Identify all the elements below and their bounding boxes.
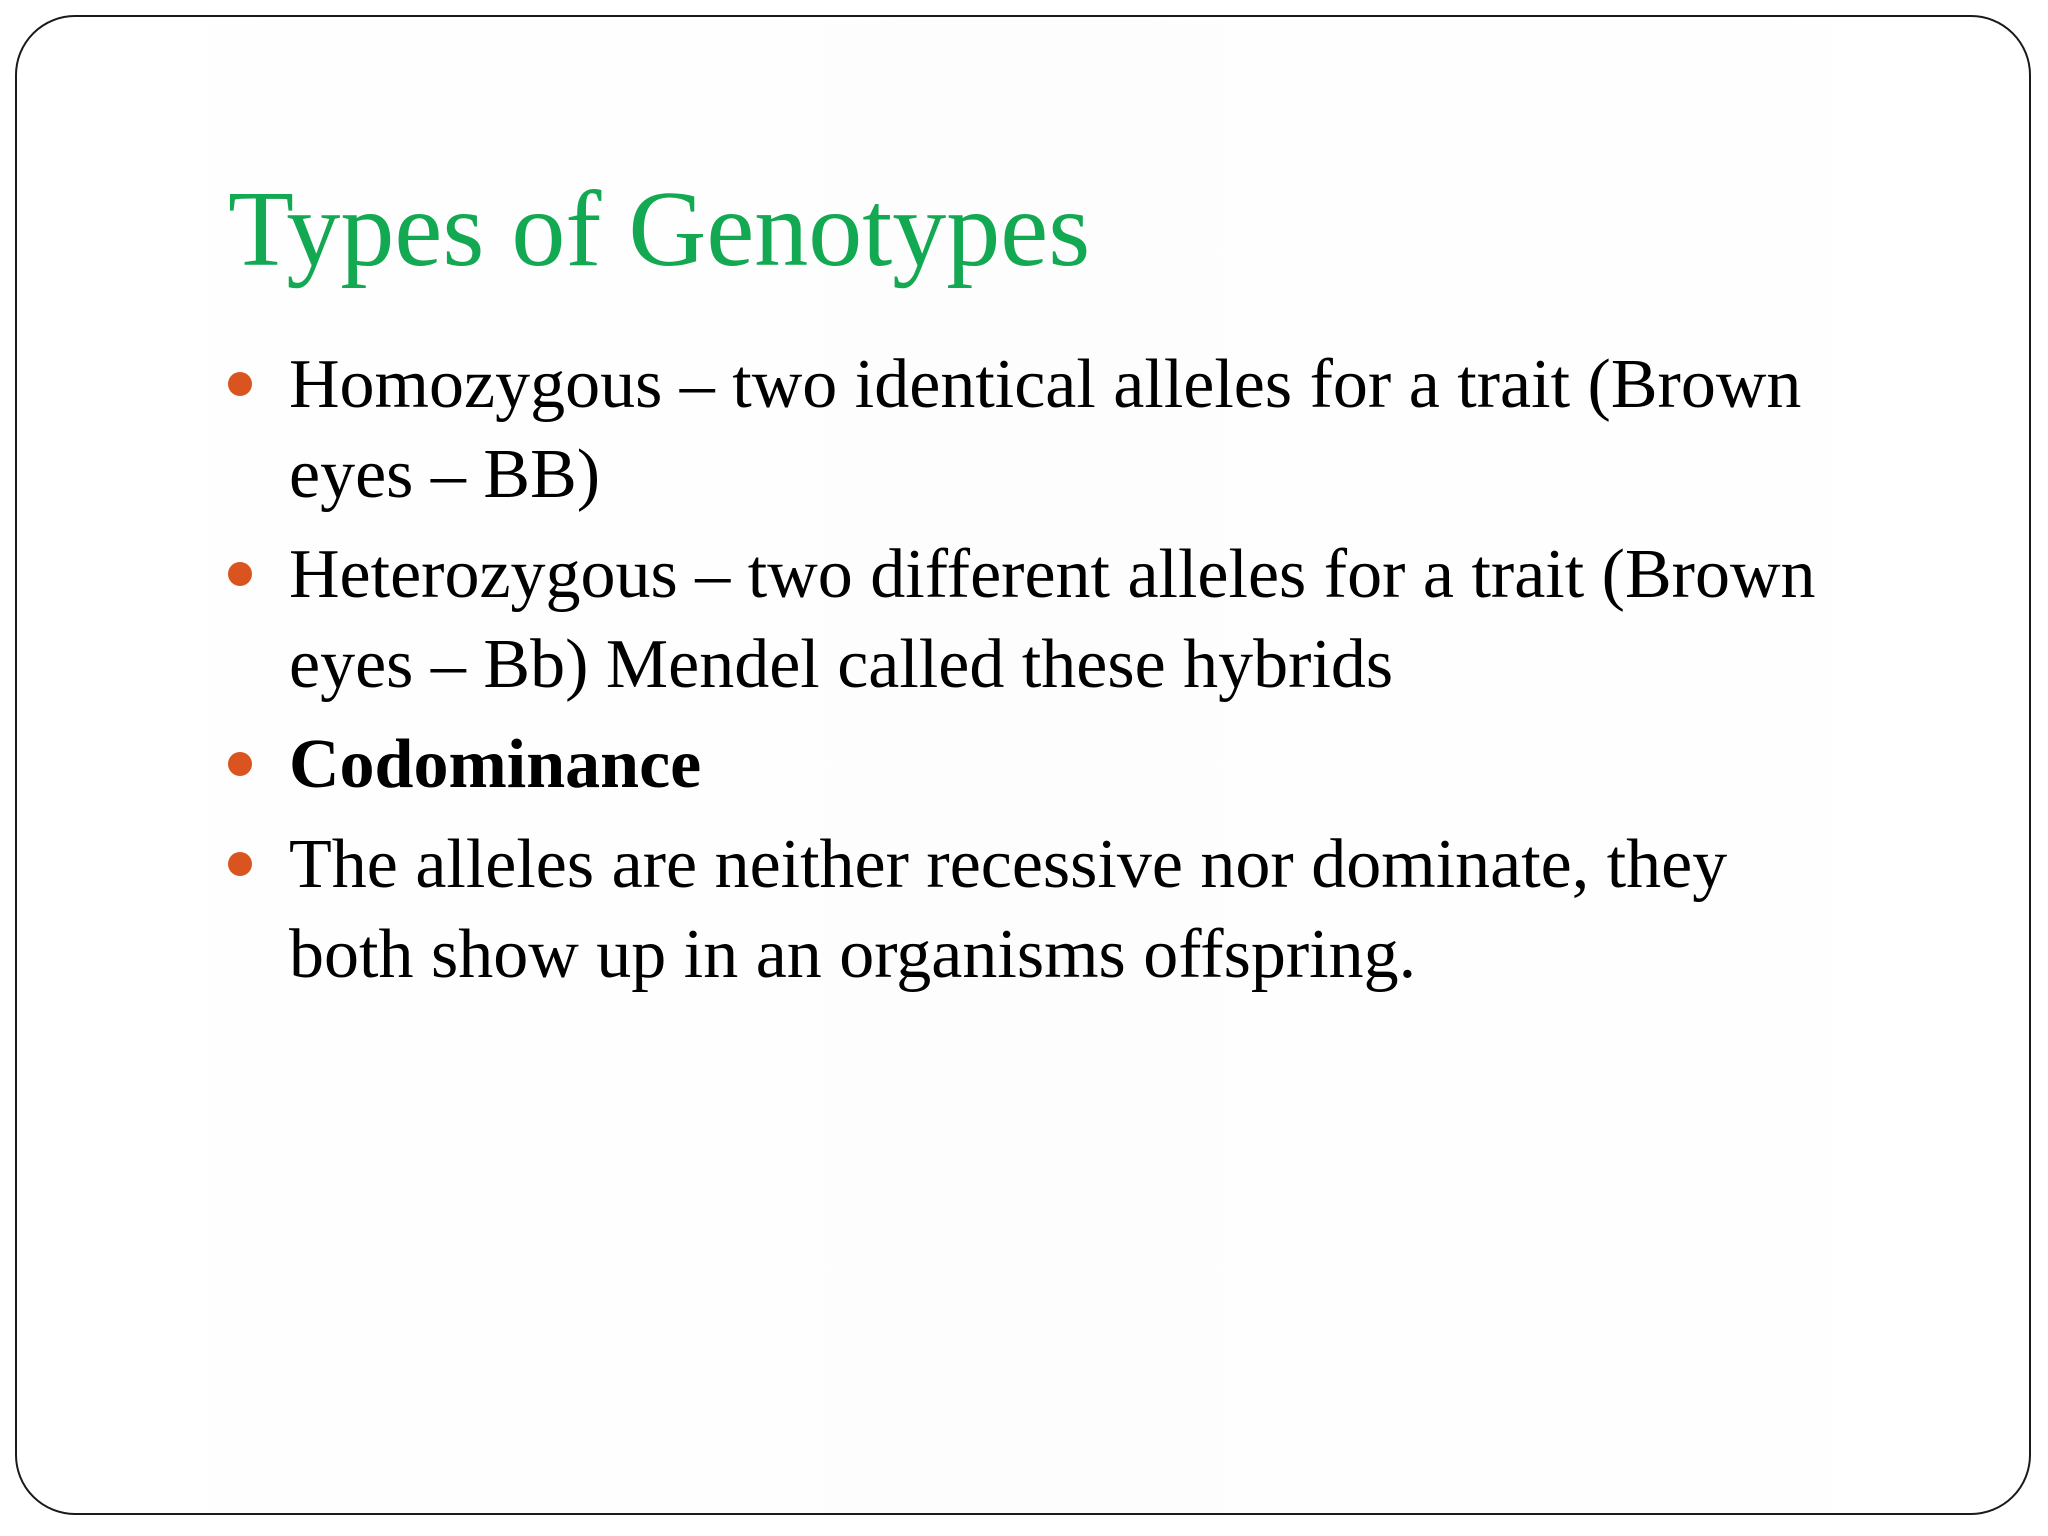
bullet-dot-icon	[228, 372, 252, 396]
bullet-text-line: eyes – BB)	[289, 436, 601, 513]
bullet-text-line: Heterozygous – two different alleles for a trait (Brown	[289, 536, 1816, 613]
bullet-codominance-description	[228, 820, 1948, 1000]
slide-title: Types of Genotypes	[228, 170, 1091, 289]
bullet-heading: Codominance	[289, 726, 702, 803]
bullet-dot-icon	[228, 562, 252, 586]
bullet-list	[228, 340, 1948, 1010]
bullet-dot-icon	[228, 852, 252, 876]
bullet-dot-icon	[228, 752, 252, 776]
bullet-text-line: both show up in an organisms offspring.	[289, 916, 1417, 993]
bullet-text-line: The alleles are neither recessive nor dominate, they	[289, 826, 1728, 903]
bullet-text-line: eyes – Bb) Mendel called these hybrids	[289, 626, 1394, 703]
bullet-homozygous	[228, 340, 1948, 520]
bullet-heterozygous	[228, 530, 1948, 710]
bullet-codominance	[228, 720, 1948, 810]
bullet-text-line: Homozygous – two identical alleles for a trait (Brown	[289, 346, 1802, 423]
